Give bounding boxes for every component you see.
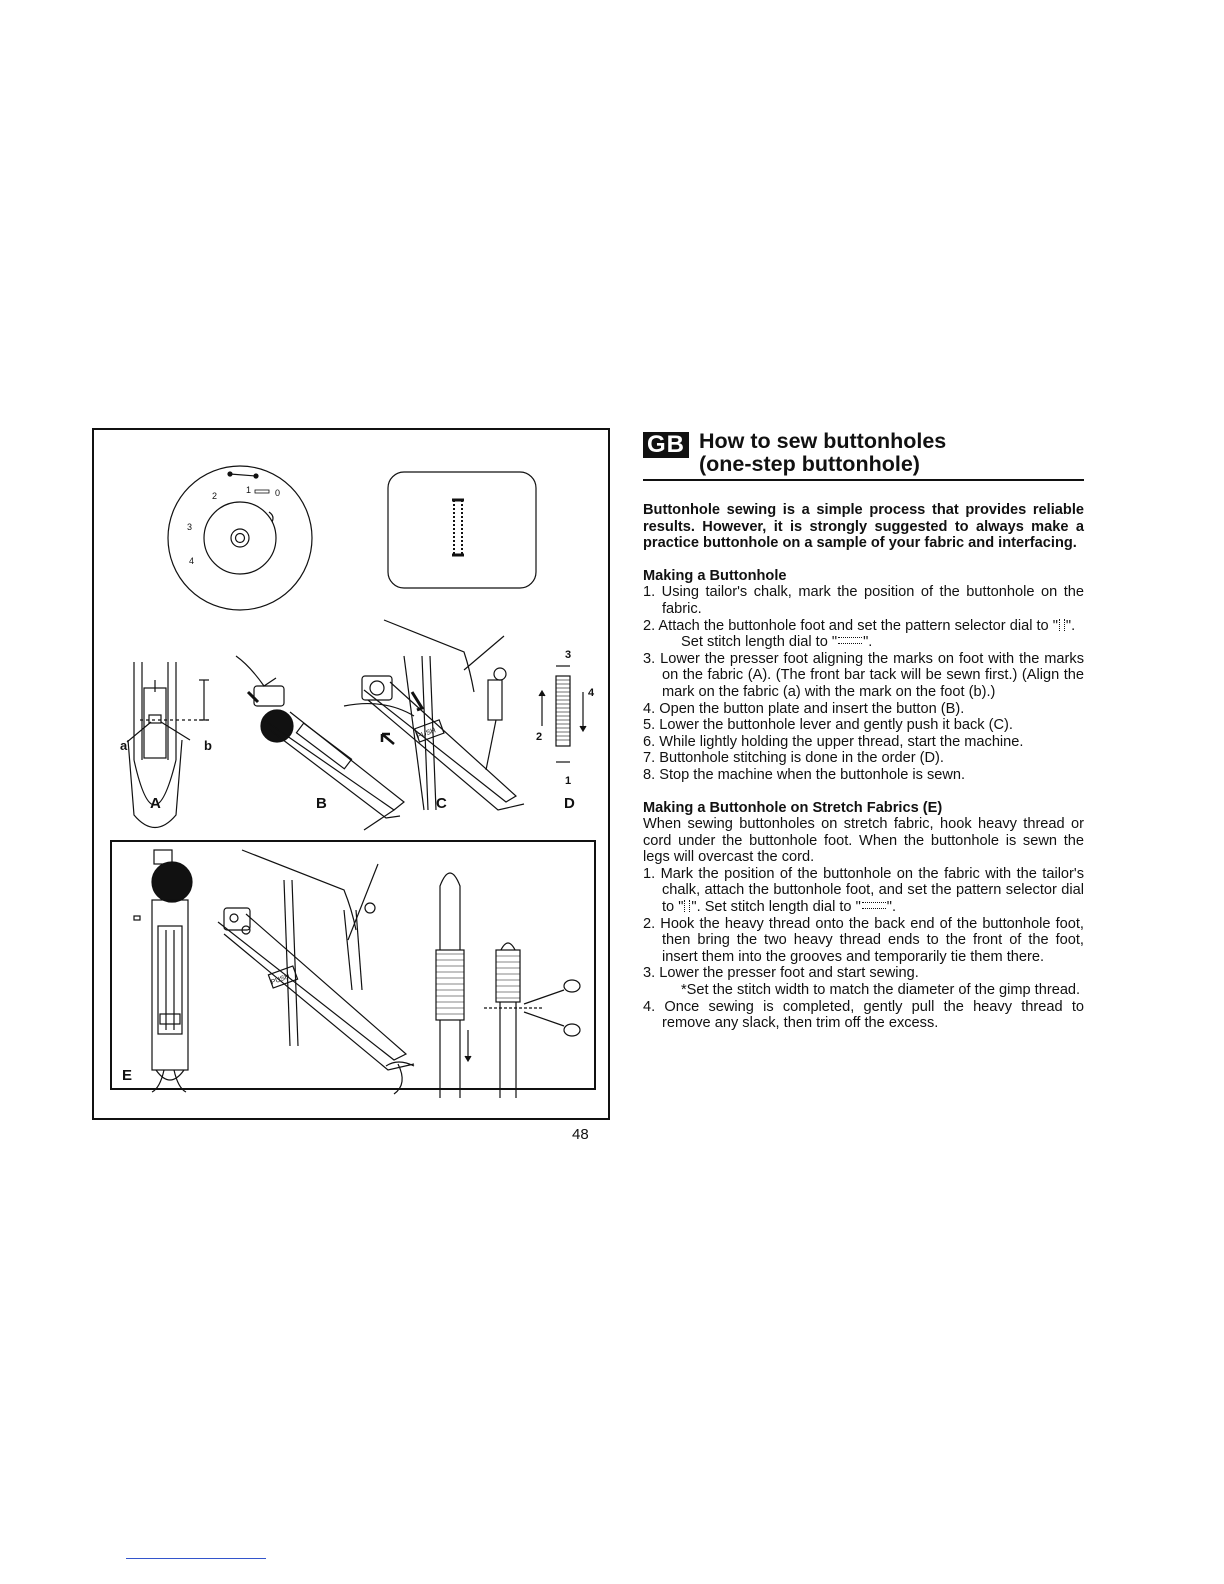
stretch-step-3 bbox=[643, 965, 1084, 998]
buttonhole-pattern-icon bbox=[1059, 619, 1065, 631]
figure-a-foot-alignment bbox=[120, 662, 212, 828]
label-b: b bbox=[204, 738, 212, 753]
stretch-step-3-note: *Set the stitch width to match the diameter of the gimp thread. bbox=[681, 982, 1081, 999]
step-7: 7. Buttonhole stitching is done in the order (D). bbox=[643, 750, 944, 767]
stretch-step-1-text: 1. Mark the position of the buttonhole on the fabric with the tailor's chalk, attach the buttonhole foot, and set the pattern selector dial to " bbox=[643, 865, 1084, 916]
step-1: 1. Using tailor's chalk, mark the position of the buttonhole on the fabric. bbox=[643, 584, 1084, 617]
section-title-row bbox=[643, 430, 1084, 481]
page-number: 48 bbox=[572, 1126, 589, 1143]
buttonhole-pattern-icon bbox=[684, 900, 690, 912]
order-2: 2 bbox=[536, 731, 543, 743]
push-text-e: PUSH bbox=[270, 973, 291, 987]
dial-number-4: 4 bbox=[189, 556, 195, 566]
label-figure-e: E bbox=[122, 1067, 133, 1084]
step-4: 4. Open the button plate and insert the button (B). bbox=[643, 700, 965, 717]
label-a: a bbox=[120, 738, 128, 753]
stretch-step-1-mid: ". Set stitch length dial to " bbox=[691, 899, 861, 916]
push-text-c: PUSH bbox=[416, 727, 437, 741]
order-3: 3 bbox=[565, 649, 572, 661]
label-figure-c: C bbox=[436, 795, 447, 812]
order-4: 4 bbox=[588, 687, 595, 699]
dial-number-2: 2 bbox=[212, 491, 218, 501]
stretch-step-3-text: 3. Lower the presser foot and start sewing. bbox=[643, 965, 919, 982]
stitch-length-dial-illustration bbox=[168, 466, 312, 610]
stretch-step-2: 2. Hook the heavy thread onto the back end of the buttonhole foot, then bring the two heavy thread ends to the front of the foot, insert them into the grooves and temporarily tie them there. bbox=[643, 915, 1084, 965]
illustration-panel bbox=[92, 428, 610, 1120]
step-2-subline bbox=[662, 634, 1084, 651]
page-title bbox=[699, 430, 946, 476]
figure-e-frame bbox=[110, 840, 596, 1090]
stitch-length-icon bbox=[862, 902, 886, 909]
instructions-column bbox=[643, 430, 1084, 1032]
step-2 bbox=[643, 618, 1084, 651]
footer-rule bbox=[126, 1558, 266, 1559]
stretch-step-1 bbox=[643, 866, 1084, 916]
dial-number-0: 0 bbox=[275, 488, 281, 498]
figure-d-stitching-order bbox=[536, 649, 595, 787]
dial-number-1: 1 bbox=[246, 485, 252, 495]
stretch-step-1-end: ". bbox=[886, 899, 897, 916]
step-2-text-end: ". bbox=[1065, 617, 1076, 634]
making-buttonhole-steps bbox=[643, 584, 1084, 783]
stretch-fabric-heading: Making a Buttonhole on Stretch Fabrics (E) bbox=[643, 799, 943, 816]
step-2-text: 2. Attach the buttonhole foot and set the pattern selector dial to " bbox=[643, 617, 1058, 634]
order-1: 1 bbox=[565, 775, 572, 787]
figure-c-push-lever bbox=[344, 620, 524, 810]
pattern-selector-window-illustration bbox=[388, 472, 536, 588]
step-8: 8. Stop the machine when the buttonhole is sewn. bbox=[643, 766, 966, 783]
stretch-fabric-steps bbox=[643, 866, 1084, 1032]
step-2-length-text: Set stitch length dial to " bbox=[681, 634, 838, 651]
label-figure-a: A bbox=[150, 795, 161, 812]
label-figure-d: D bbox=[564, 795, 575, 812]
label-figure-b: B bbox=[316, 795, 327, 812]
stretch-step-4: 4. Once sewing is completed, gently pull the heavy thread to remove any slack, then trim off the excess. bbox=[643, 998, 1084, 1032]
title-line-2: (one-step buttonhole) bbox=[699, 452, 920, 476]
language-badge: GB bbox=[643, 432, 689, 458]
step-3: 3. Lower the presser foot aligning the marks on foot with the marks on the fabric (A). (The front bar tack will be sewn first.) (Align the mark on the fabric (a) with the mark on the foot (b).) bbox=[643, 650, 1084, 700]
dial-number-3: 3 bbox=[187, 522, 193, 532]
step-2-length-end: ". bbox=[863, 634, 873, 651]
stretch-fabric-intro: When sewing buttonholes on stretch fabric, hook heavy thread or cord under the buttonhole foot. When the buttonhole is sewn the legs will overcast the cord. bbox=[643, 816, 1084, 866]
intro-paragraph: Buttonhole sewing is a simple process that provides reliable results. However, it is strongly suggested to always make a practice buttonhole on a sample of your fabric and interfacing. bbox=[643, 502, 1084, 552]
stitch-length-icon bbox=[838, 637, 862, 644]
step-5: 5. Lower the buttonhole lever and gently push it back (C). bbox=[643, 717, 1013, 734]
step-6: 6. While lightly holding the upper thread, start the machine. bbox=[643, 733, 1024, 750]
making-buttonhole-heading: Making a Buttonhole bbox=[643, 567, 787, 584]
title-line-1: How to sew buttonholes bbox=[699, 429, 947, 453]
